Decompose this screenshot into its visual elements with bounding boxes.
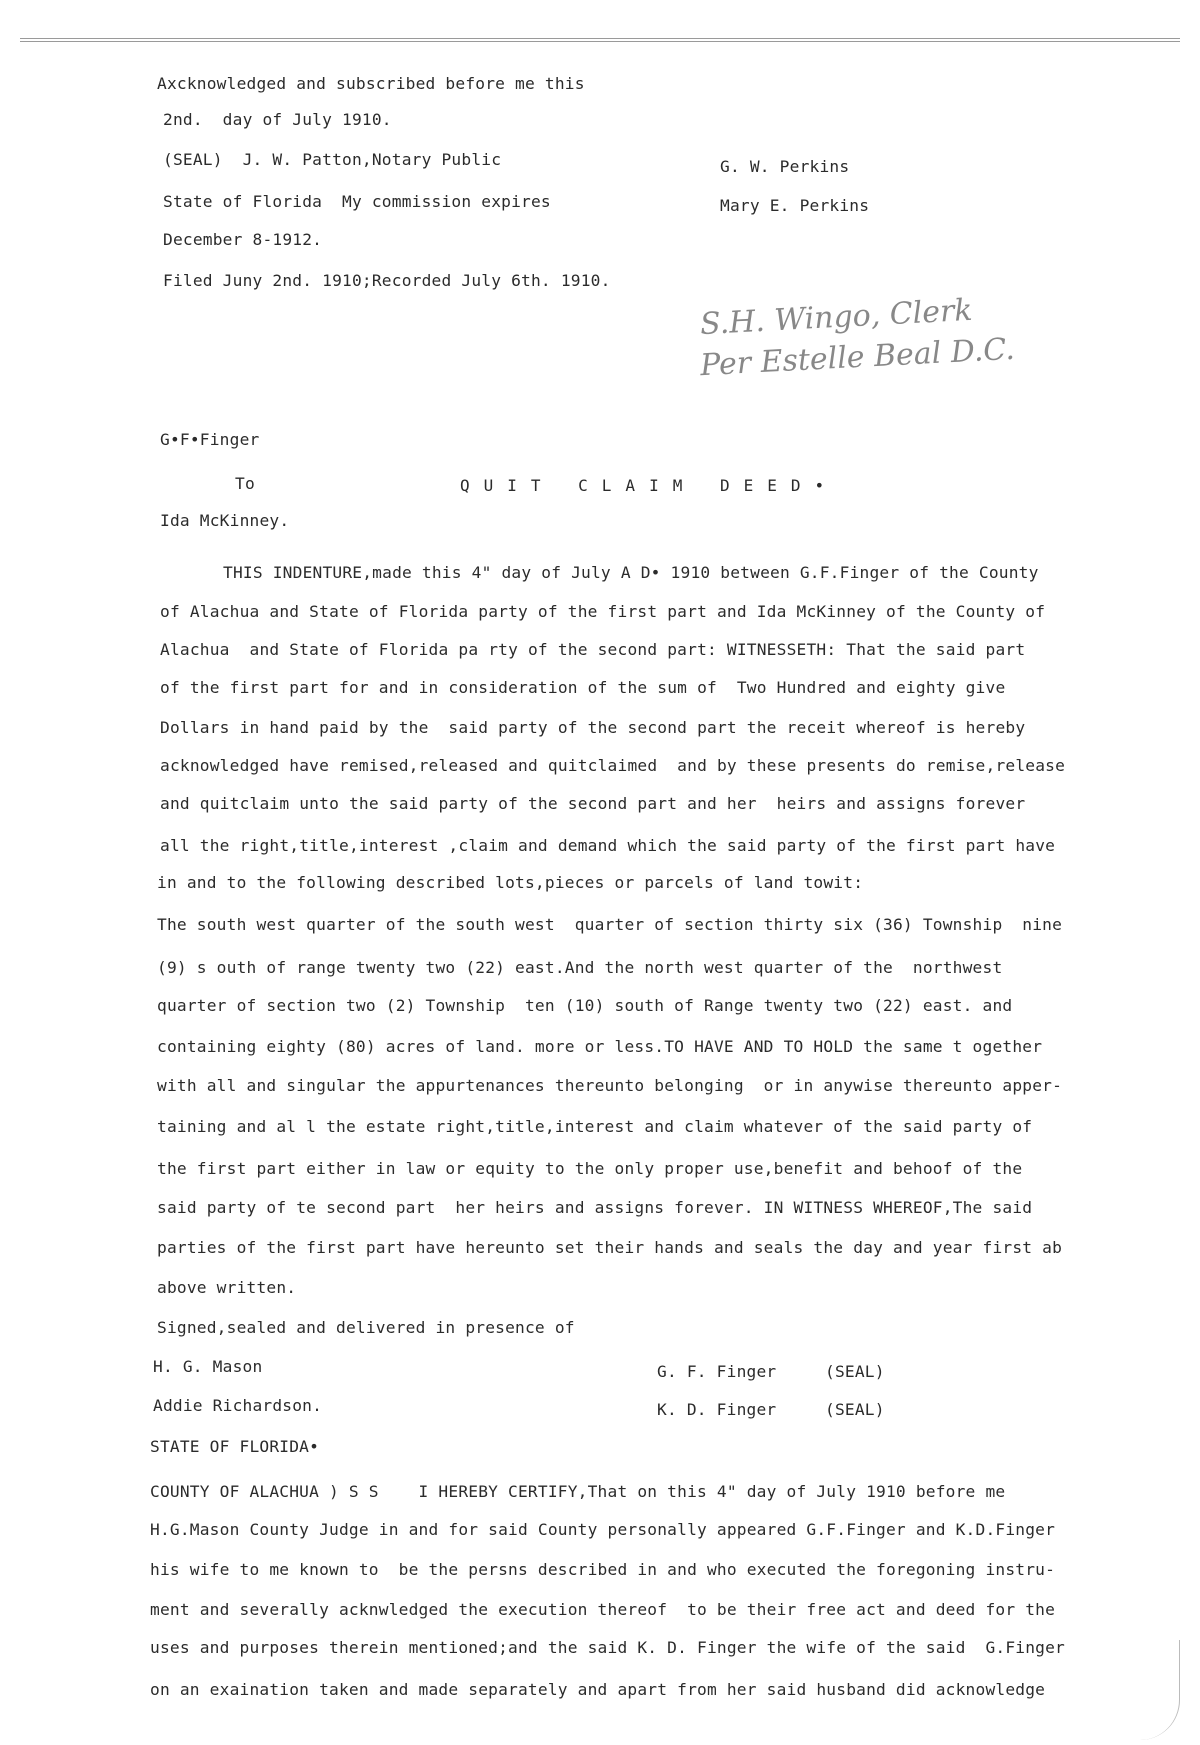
top-rule-2 xyxy=(20,41,1180,42)
clerk-signature-line-2: Per Estelle Beal D.C. xyxy=(699,331,1016,384)
notary-seal-line: (SEAL) J. W. Patton,Notary Public xyxy=(163,150,502,169)
signer-seal: (SEAL) xyxy=(825,1362,885,1381)
filed-recorded-line: Filed Juny 2nd. 1910;Recorded July 6th. 1910. xyxy=(163,271,611,290)
body-line: all the right,title,interest ,claim and demand which the said party of the first part have xyxy=(160,836,1056,855)
body-line: quarter of section two (2) Township ten (10) south of Range twenty two (22) east. and xyxy=(157,996,1013,1015)
top-rule xyxy=(20,38,1180,39)
body-line: above written. xyxy=(157,1278,297,1297)
notary-state-line: State of Florida My commission expires xyxy=(163,192,551,211)
clerk-signature-line-1: S.H. Wingo, Clerk xyxy=(699,292,974,343)
body-line: Dollars in hand paid by the said party of the second part the receit whereof is hereby xyxy=(160,718,1026,737)
body-line: Signed,sealed and delivered in presence of xyxy=(157,1318,575,1337)
body-line: acknowledged have remised,released and quitclaimed and by these presents do remise,release xyxy=(160,756,1066,775)
body-line: of Alachua and State of Florida party of the first part and Ida McKinney of the County of xyxy=(160,602,1046,621)
body-line: THIS INDENTURE,made this 4" day of July A D• 1910 between G.F.Finger of the County xyxy=(223,563,1039,582)
ack-line: H.G.Mason County Judge in and for said County personally appeared G.F.Finger and K.D.Finger xyxy=(150,1520,1056,1539)
ack-line: COUNTY OF ALACHUA ) S S I HEREBY CERTIFY,That on this 4" day of July 1910 before me xyxy=(150,1482,1006,1501)
deed-to: To xyxy=(235,474,255,493)
grantor-signature-2: Mary E. Perkins xyxy=(720,196,870,215)
witness-name: H. G. Mason xyxy=(153,1357,263,1376)
deed-grantor: G•F•Finger xyxy=(160,430,260,449)
notary-ack-line-2: 2nd. day of July 1910. xyxy=(163,110,392,129)
ack-state-heading: STATE OF FLORIDA• xyxy=(150,1437,320,1456)
grantor-signature-1: G. W. Perkins xyxy=(720,157,850,176)
ack-line: ment and severally acknwledged the execution thereof to be their free act and deed for the xyxy=(150,1600,1056,1619)
body-line: in and to the following described lots,pieces or parcels of land towit: xyxy=(157,873,864,892)
witness-name: Addie Richardson. xyxy=(153,1396,323,1415)
body-line: and quitclaim unto the said party of the second part and her heirs and assigns forever xyxy=(160,794,1026,813)
ack-line: uses and purposes therein mentioned;and the said K. D. Finger the wife of the said G.Finger xyxy=(150,1638,1066,1657)
deed-title: QUIT CLAIM DEED• xyxy=(460,476,839,495)
deed-grantee: Ida McKinney. xyxy=(160,511,290,530)
body-line: parties of the first part have hereunto set their hands and seals the day and year first ab xyxy=(157,1238,1063,1257)
notary-ack-line-1: Axcknowledged and subscribed before me this xyxy=(157,74,585,93)
ack-line: his wife to me known to be the persns described in and who executed the foregoning instru- xyxy=(150,1560,1056,1579)
body-line: of the first part for and in consideration of the sum of Two Hundred and eighty give xyxy=(160,678,1006,697)
body-line: taining and al l the estate right,title,interest and claim whatever of the said party of xyxy=(157,1117,1033,1136)
body-line: Alachua and State of Florida pa rty of the second part: WITNESSETH: That the said part xyxy=(160,640,1026,659)
ack-line: on an exaination taken and made separately and apart from her said husband did acknowledge xyxy=(150,1680,1046,1699)
body-line: with all and singular the appurtenances thereunto belonging or in anywise thereunto apper- xyxy=(157,1076,1063,1095)
signer-name: G. F. Finger xyxy=(657,1362,777,1381)
body-line: (9) s outh of range twenty two (22) east.And the north west quarter of the northwest xyxy=(157,958,1003,977)
body-line: the first part either in law or equity to the only proper use,benefit and behoof of the xyxy=(157,1159,1023,1178)
notary-expiry-line: December 8-1912. xyxy=(163,230,323,249)
signer-name: K. D. Finger xyxy=(657,1400,777,1419)
page-edge-curl xyxy=(1139,1640,1180,1740)
body-line: said party of te second part her heirs and assigns forever. IN WITNESS WHEREOF,The said xyxy=(157,1198,1033,1217)
signer-seal: (SEAL) xyxy=(825,1400,885,1419)
body-line: The south west quarter of the south west quarter of section thirty six (36) Township nine xyxy=(157,915,1063,934)
body-line: containing eighty (80) acres of land. more or less.TO HAVE AND TO HOLD the same t ogether xyxy=(157,1037,1043,1056)
